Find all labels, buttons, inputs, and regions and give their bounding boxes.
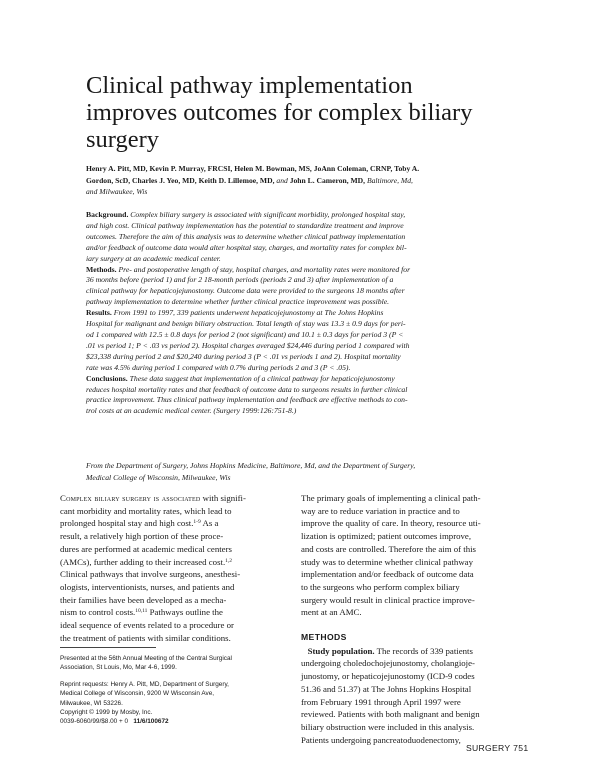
body-line: way are to reduce variation in practice and to — [301, 505, 460, 516]
affiliation-line: From the Department of Surgery, Johns Hopkins Medicine, Baltimore, Md, and the Department of Surgery, — [86, 461, 416, 470]
subheading-study-population: Study population. — [307, 645, 375, 656]
abstract-line: reduces hospital mortality rates and that feedback of outcome data to surgeons results in further clinical — [86, 384, 408, 394]
body-line: dures are performed at academic medical centers — [60, 543, 232, 554]
title-line: Clinical pathway implementation — [86, 72, 413, 99]
body-line: cant morbidity and mortality rates, which lead to — [60, 505, 232, 516]
lead-in-small-caps: Complex biliary surgery is associated — [60, 493, 201, 503]
body-line: ideal sequence of events related to a procedure or — [60, 620, 234, 631]
title-line: surgery — [86, 126, 160, 153]
abstract-line: Hospital for malignant and benign biliary obstruction. Total length of stay was 13.3 ± 0.9 days for peri- — [86, 319, 406, 329]
methods-label: Methods. — [86, 264, 117, 274]
body-line: implementation and/or feedback of outcome data — [301, 569, 474, 580]
abstract-line: clinical pathway for hepaticojejunostomy. Outcome data were provided to the surgeons 18 months after — [86, 286, 405, 296]
abstract-line: pathway implementation to determine whether further clinical practice improvement was possible. — [86, 297, 390, 307]
footnotes — [60, 654, 292, 727]
abstract-line: Results. From 1991 to 1997, 339 patients underwent hepaticojejunostomy at The Johns Hopkins — [86, 308, 384, 318]
author-line: Henry A. Pitt, MD, Kevin P. Murray, FRCSI, Helen M. Bowman, MS, JoAnn Coleman, CRNP, Toby A. — [86, 164, 420, 173]
footnote-divider — [60, 647, 156, 648]
author-line: Gordon, ScD, Charles J. Yeo, MD, Keith D. Lillemoe, MD, and John L. Cameron, MD, Baltimore, Md, — [86, 175, 413, 185]
abstract — [86, 210, 518, 417]
running-footer — [466, 743, 528, 753]
footnote-reprint: Reprint requests: Henry A. Pitt, MD, Department of Surgery, — [60, 680, 229, 688]
author-line: and Milwaukee, Wis — [86, 187, 148, 196]
body-line: reviewed. Patients with both malignant and benign — [301, 709, 480, 720]
abstract-line: $23,338 during period 2 and $20,240 during period 3 (P < .01 vs periods 1 and 2). Hospital mortality — [86, 351, 401, 361]
body-line: (AMCs), further adding to their increased cost.$^{1,2}$ — [60, 556, 233, 567]
abstract-line: Conclusions. These data suggest that implementation of a clinical pathway for hepaticojejunostomy — [86, 373, 395, 383]
body-line: ologists, interventionists, nurses, and patients and — [60, 581, 235, 592]
journal-name: SURGERY — [466, 743, 511, 753]
body-line: Patients undergoing pancreatoduodenectomy, — [301, 734, 461, 745]
footnote-presented: Association, St Louis, Mo, Mar 4-6, 1999. — [60, 664, 177, 672]
citation: 1-9 — [193, 519, 201, 526]
footnote-reprint: Medical College of Wisconsin, 9200 W Wisconsin Ave, — [60, 690, 215, 698]
abstract-line: Methods. Pre- and postoperative length of stay, hospital charges, and mortality rates were monitored for — [86, 264, 411, 274]
author-list — [86, 163, 526, 198]
abstract-line: Background. Complex biliary surgery is associated with significant morbidity, prolonged hospital stay, — [86, 210, 406, 219]
footnote-presented: Presented at the 56th Annual Meeting of the Central Surgical — [60, 655, 232, 662]
body-line: Clinical pathways that involve surgeons, anesthesi- — [60, 569, 241, 580]
abstract-line: 36 months before (period 1) and for 2 18-month periods (periods 2 and 3) after implementation of a — [86, 275, 394, 285]
body-line: from February 1991 through April 1997 were — [301, 696, 461, 707]
page-number: 751 — [513, 743, 529, 753]
body-line: study was to determine whether clinical pathway — [301, 556, 473, 567]
body-line: undergoing choledochojejunostomy, cholangioje- — [301, 658, 475, 669]
body-line: ment at an AMC. — [301, 607, 362, 618]
footnote-copyright: Copyright © 1999 by Mosby, Inc. — [60, 709, 153, 717]
body-line: improve the quality of care. In theory, resource uti- — [301, 518, 481, 529]
body-line: their families have been developed as a mecha- — [60, 594, 227, 605]
body-line: lization is optimized; patient outcomes improve, — [301, 531, 472, 542]
abstract-line: .01 vs period 1; P < .03 vs period 2). Hospital charges averaged $24,446 during period 1 compared with — [86, 340, 410, 350]
citation: 10,11 — [135, 608, 148, 615]
right-column-text — [301, 492, 541, 746]
abstract-line: and high cost. Clinical pathway implementation has the potential to standardize treatment and improve — [86, 220, 404, 230]
results-label: Results. — [86, 308, 112, 318]
footnote-reprint: Milwaukee, WI 53226. — [60, 699, 123, 707]
body-line: the treatment of patients with similar conditions. — [60, 632, 231, 643]
body-line: 51.36 and 51.37) at The Johns Hopkins Hospital — [301, 683, 472, 694]
body-line: result, a relatively high portion of these proce- — [60, 531, 224, 542]
body-line: The primary goals of implementing a clinical path- — [301, 493, 481, 503]
abstract-line: rate was 4.5% during period 1 compared with 0.7% during periods 2 and 3 (P < .05). — [86, 362, 351, 372]
affiliation — [86, 460, 526, 483]
body-line: Study population. The records of 339 patients — [307, 645, 473, 656]
abstract-line: iary surgery at an academic medical center. — [86, 253, 221, 263]
affiliation-line: Medical College of Wisconsin, Milwaukee, Wis — [86, 472, 231, 482]
body-line: to the surgeons who perform complex biliary — [301, 581, 460, 592]
conclusions-label: Conclusions. — [86, 373, 128, 383]
section-heading-methods: METHODS — [301, 632, 347, 643]
article-title — [86, 72, 556, 153]
citation: 1,2 — [225, 557, 233, 564]
abstract-line: trol costs at an academic medical center. (Surgery 1999:126:751-8.) — [86, 406, 297, 416]
body-line: biliary obstruction were included in this analysis. — [301, 721, 475, 732]
body-line: and costs are controlled. Therefore the aim of this — [301, 543, 476, 554]
abstract-line: practice improvement. Thus clinical pathway implementation and feedback are effective methods to con- — [86, 395, 408, 405]
body-line: junostomy, or hepaticojejunostomy (ICD-9 codes — [301, 671, 475, 682]
abstract-line: od 1 compared with 12.5 ± 0.8 days for period 2 (not significant) and 10.1 ± 0.3 days for period 3 (P < — [86, 329, 404, 339]
title-line: improves outcomes for complex biliary — [86, 99, 473, 126]
abstract-line: and/or feedback of outcome data would alter hospital stay, charges, and mortality rates for complex bil- — [86, 242, 407, 252]
body-line: surgery would result in clinical practice improve- — [301, 594, 475, 605]
body-line: prolonged hospital stay and high cost.$^{1-9}$ As a — [60, 518, 219, 529]
background-label: Background. — [86, 210, 129, 219]
body-line: nism to control costs.$^{10,11}$ Pathways outline the — [60, 607, 223, 618]
body-line: Complex biliary surgery is associated with signifi- — [60, 493, 246, 503]
abstract-line: outcomes. Therefore the aim of this analysis was to determine whether clinical pathway implementation — [86, 231, 406, 241]
left-column-text — [60, 492, 292, 644]
footnote-issn: 0039-6060/99/$8.00 + 0 11/6/100672 — [60, 718, 169, 726]
